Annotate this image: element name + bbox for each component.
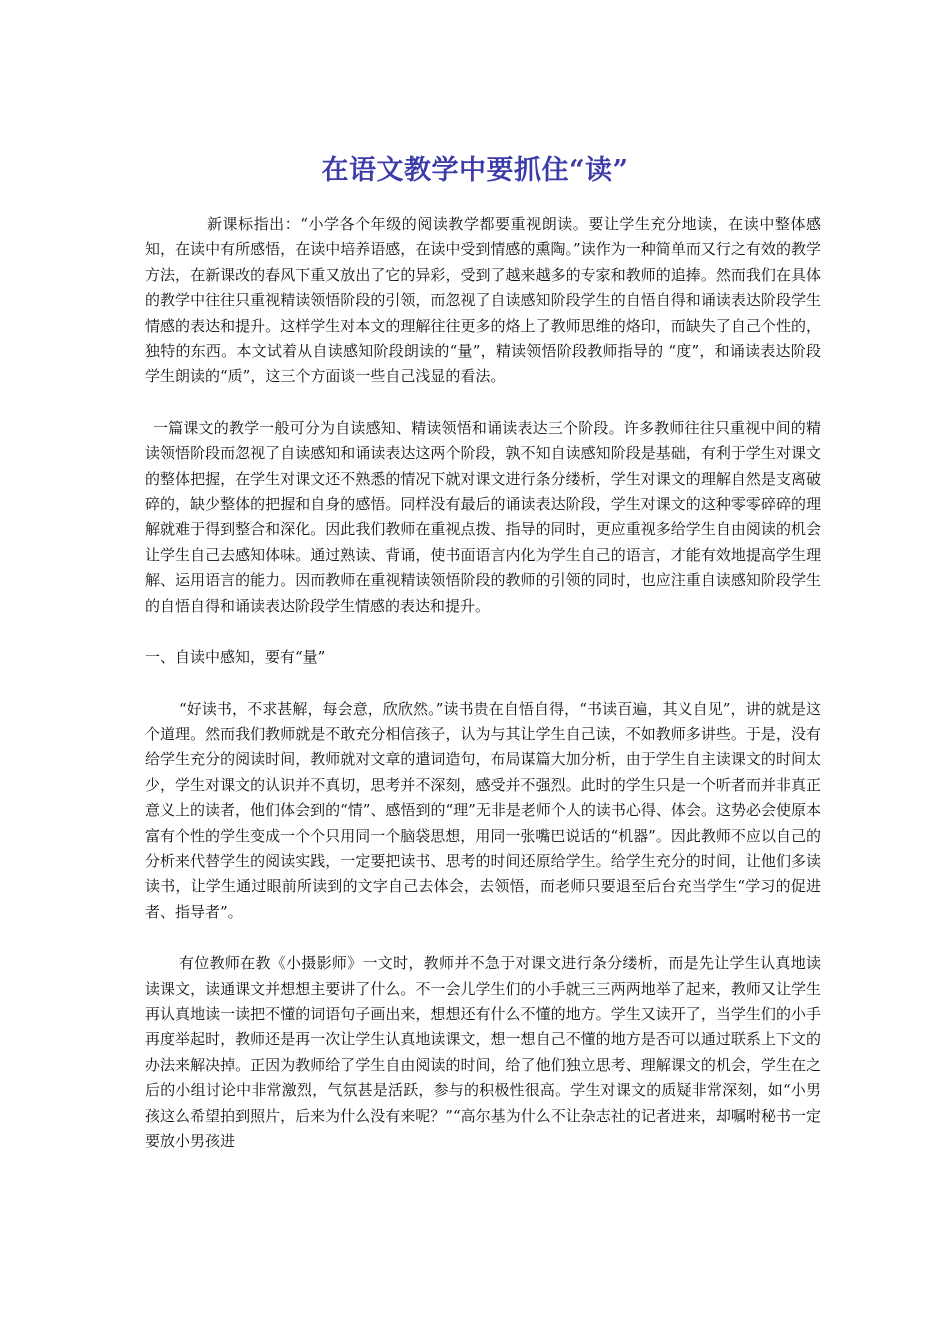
paragraph-example: 有位教师在教《小摄影师》一文时，教师并不急于对课文进行条分缕析，而是先让学生认真地读读课文，读通课文并想想主要讲了什么。不一会儿学生们的小手就三三两两地举了起来，教师又让学生再认真地读一读把不懂的词语句子画出来，想想还有什么不懂的地方。学生又读开了，当学生们的小手再度举起时，教师还是再一次让学生认真地读课文，想一想自己不懂的地方是否可以通过联系上下文的办法来解决掉。正因为教师给了学生自由阅读的时间，给了他们独立思考、理解课文的机会，学生在之后的小组讨论中非常激烈，气氛甚是活跃，参与的积极性很高。学生对课文的质疑非常深刻，如“小男孩这么希望拍到照片，后来为什么没有来呢？”“高尔基为什么不让杂志社的记者进来，却嘱咐秘书一定要放小男孩进 bbox=[145, 954, 821, 1150]
paragraph-stages: 一篇课文的教学一般可分为自读感知、精读领悟和诵读表达三个阶段。许多教师往往只重视中间的精读领悟阶段而忽视了自读感知和诵读表达这两个阶段，孰不知自读感知阶段是基础，有利于学生对课文的整体把握，在学生对课文还不熟悉的情况下就对课文进行条分缕析，学生对课文的理解自然是支离破碎的，缺少整体的把握和自身的感悟。同样没有最后的诵读表达阶段，学生对课文的这种零零碎碎的理解就难于得到整合和深化。因此我们教师在重视点拨、指导的同时，更应重视多给学生自由阅读的机会让学生自己去感知体味。通过熟读、背诵，使书面语言内化为学生自己的语言，才能有效地提高学生理解、运用语言的能力。因而教师在重视精读领悟阶段的教师的引领的同时，也应注重自读感知阶段学生的自悟自得和诵读表达阶段学生情感的表达和提升。 bbox=[145, 418, 821, 615]
document-body bbox=[145, 212, 821, 1180]
paragraph-reading-quantity: “好读书，不求甚解，每会意，欣欣然。”读书贵在自悟自得，“书读百遍，其义自见”，讲的就是这个道理。然而我们教师就是不敢充分相信孩子，认为与其让学生自己读，不如教师多讲些。于是，没有给学生充分的阅读时间，教师就对文章的遣词造句，布局谋篇大加分析，由于学生自主读课文的时间太少，学生对课文的认识并不真切，思考并不深刻，感受并不强烈。此时的学生只是一个听者而并非真正意义上的读者，他们体会到的“情”、感悟到的“理”无非是老师个人的读书心得、体会。这势必会使原本富有个性的学生变成一个个只用同一个脑袋思想，用同一张嘴巴说话的“机器”。因此教师不应以自己的分析来代替学生的阅读实践，一定要把读书、思考的时间还原给学生。给学生充分的时间，让他们多读读书，让学生通过眼前所读到的文字自己去体会，去领悟，而老师只要退至后台充当学生“学习的促进者、指导者”。 bbox=[145, 699, 821, 921]
document-title: 在语文教学中要抓住“读” bbox=[321, 155, 629, 186]
paragraph-intro: 新课标指出：“小学各个年级的阅读教学都要重视朗读。要让学生充分地读，在读中整体感知，在读中有所感悟，在读中培养语感，在读中受到情感的熏陶。”读作为一种简单而又行之有效的教学方法，在新课改的春风下重又放出了它的异彩，受到了越来越多的专家和教师的追捧。然而我们在具体的教学中往往只重视精读领悟阶段的引领，而忽视了自读感知阶段学生的自悟自得和诵读表达阶段学生情感的表达和提升。这样学生对本文的理解往往更多的烙上了教师思维的烙印，而缺失了自己个性的，独特的东西。本文试着从自读感知阶段朗读的“量”，精读领悟阶段教师指导的 “度”，和诵读表达阶段学生朗读的“质”，这三个方面谈一些自己浅显的看法。 bbox=[145, 215, 821, 386]
section-heading-1: 一、自读中感知，要有“量” bbox=[145, 648, 326, 667]
